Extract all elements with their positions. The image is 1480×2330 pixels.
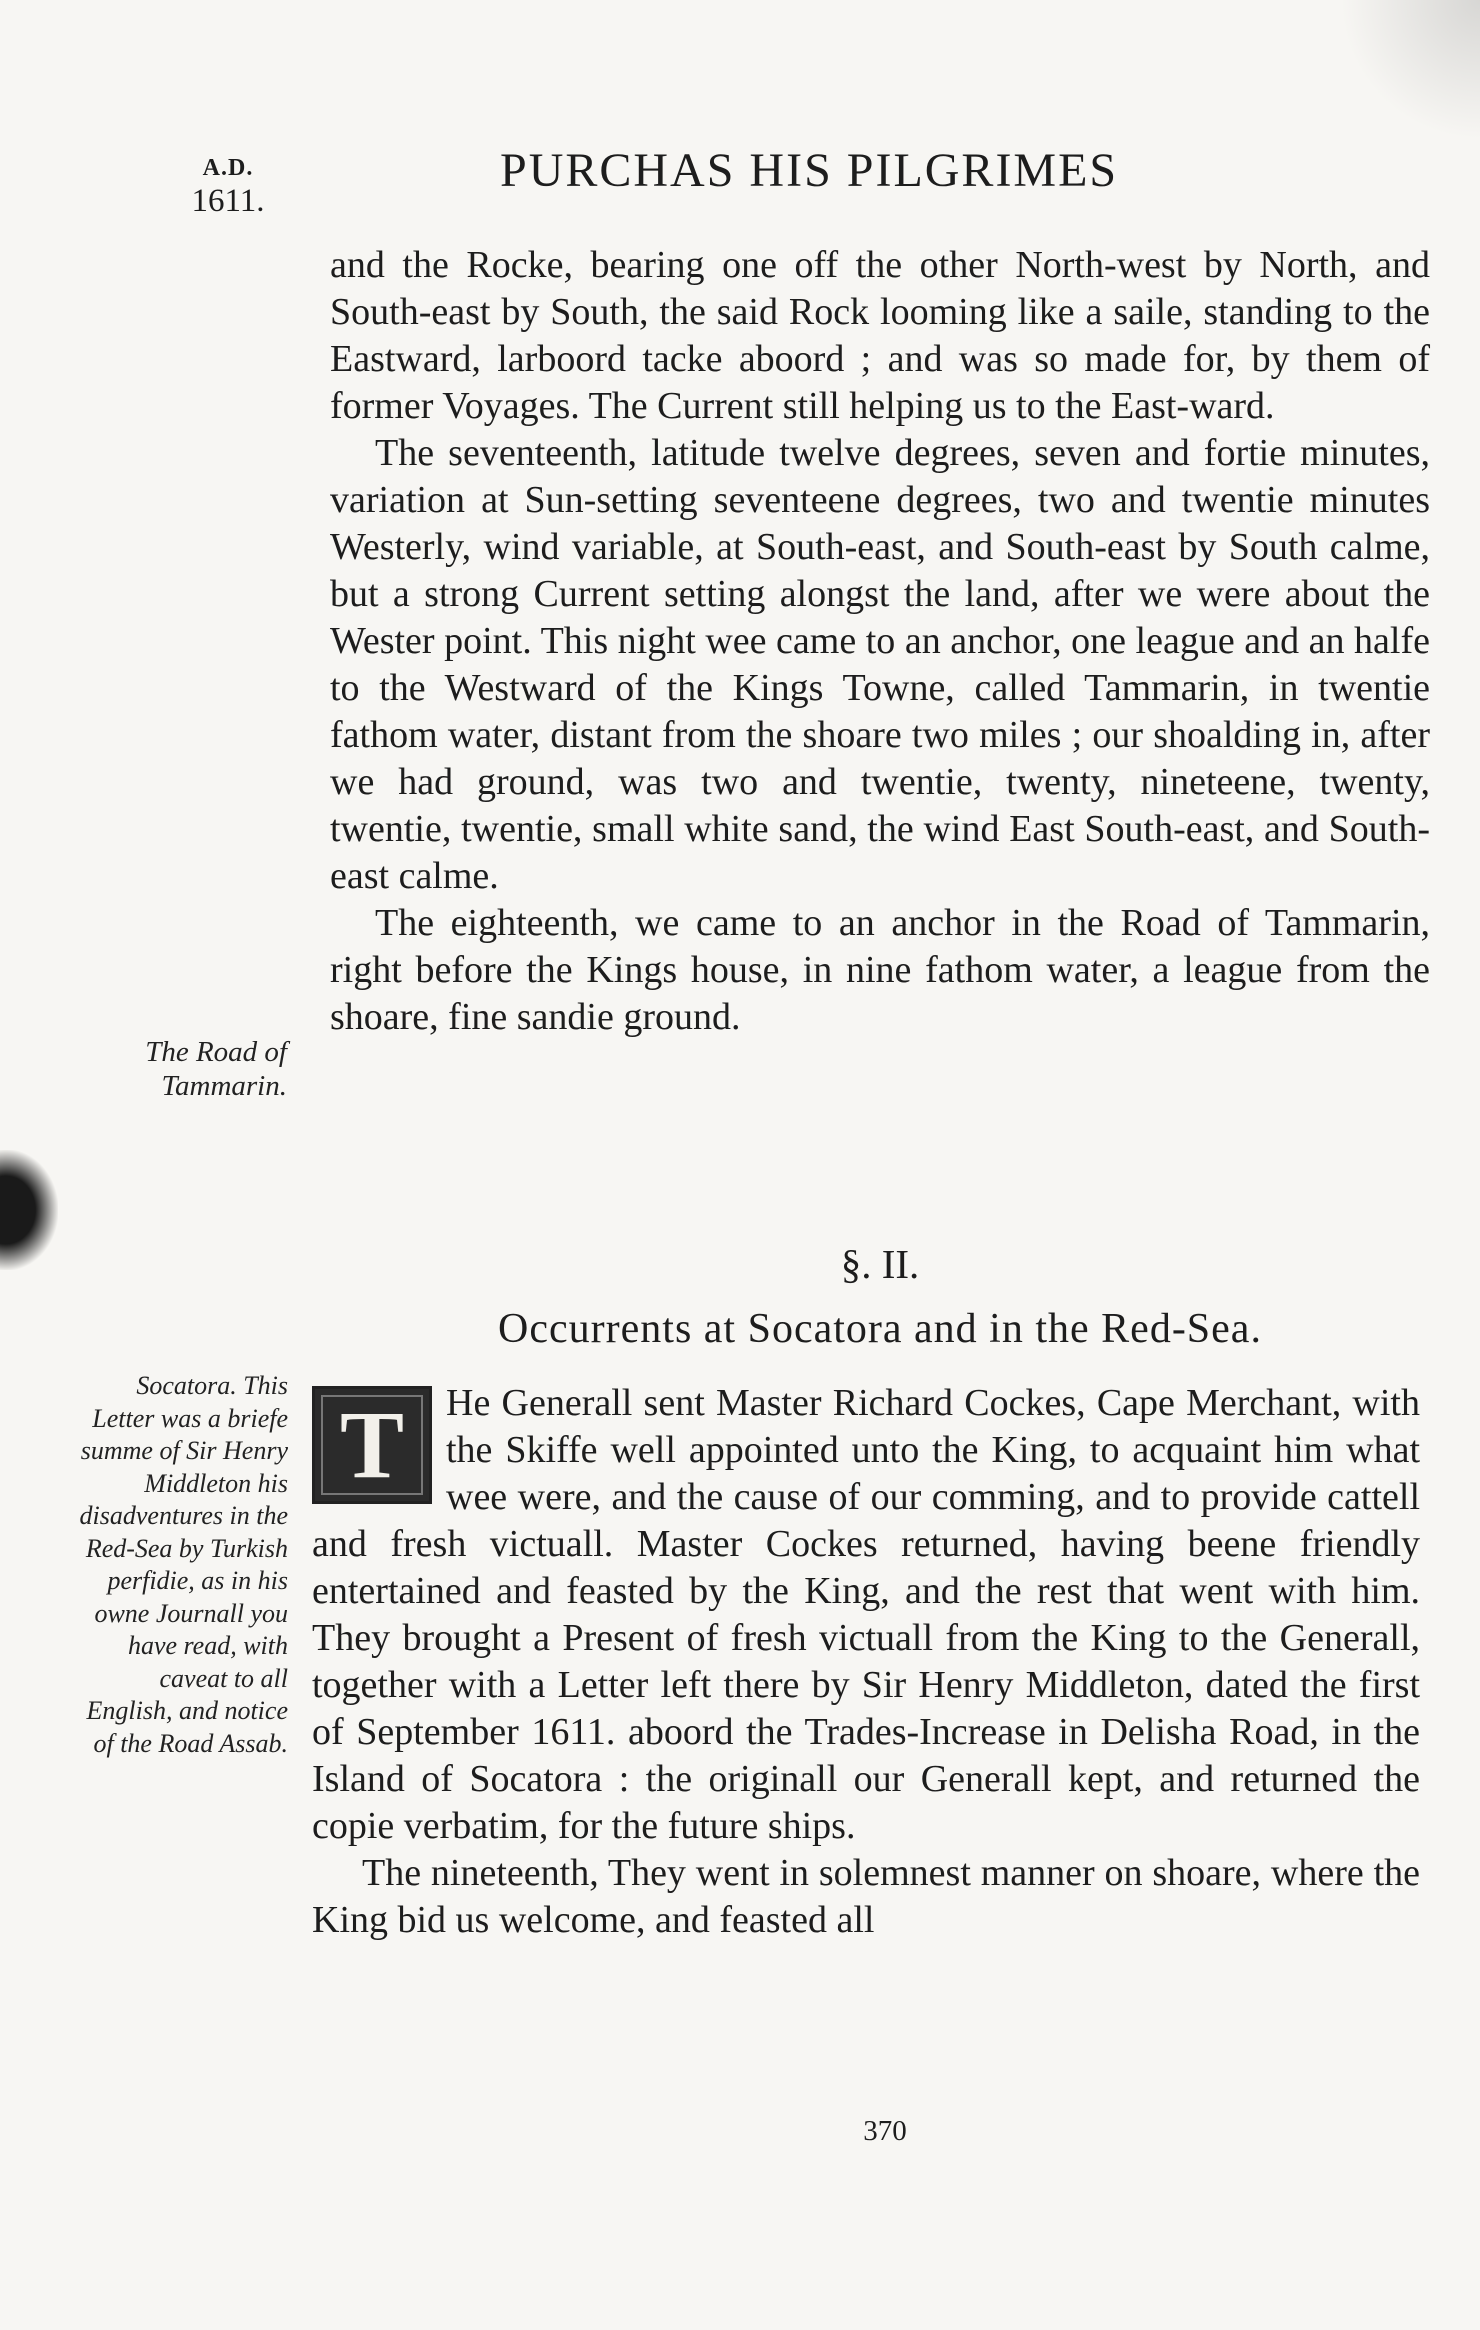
margin-note-road: The Road of Tammarin. bbox=[145, 1036, 287, 1102]
running-title: PURCHAS HIS PILGRIMES bbox=[500, 144, 1119, 197]
paragraph: The eighteenth, we came to an anchor in the Road of Tammarin, right before the Kings house, in nine fathom water, a league from the shoare, fine sandie ground. bbox=[330, 902, 1430, 1038]
year-label: 1611. bbox=[191, 182, 265, 219]
section-mark: §. II. bbox=[840, 1241, 920, 1287]
page-number: 370 bbox=[863, 2115, 907, 2147]
drop-cap-letter: T bbox=[339, 1391, 405, 1498]
ad-label: A.D. bbox=[202, 155, 254, 181]
thumb-mark bbox=[0, 1150, 58, 1270]
page-edge-shadow bbox=[1340, 0, 1480, 140]
main-text-top bbox=[330, 242, 1430, 1041]
section-title: Occurrents at Socatora and in the Red-Sea. bbox=[498, 1306, 1262, 1352]
main-text-bottom bbox=[312, 1380, 1420, 1944]
date-heading bbox=[168, 155, 288, 221]
margin-note-socatora: Socatora. This Letter was a briefe summe of Sir Henry Middleton his disadventures in the Red-Sea by Turkish perfidie, as in his owne Journall you have read, with caveat to all English, and notice of the Road Assab. bbox=[79, 1371, 288, 1758]
paragraph: and the Rocke, bearing one off the other North-west by North, and South-east by South, the said Rock looming like a saile, standing to the Eastward, larboord tacke aboord ; and was so made for, by them of former Voyages. The Current still helping us to the East-ward. bbox=[330, 244, 1430, 427]
paragraph: The seventeenth, latitude twelve degrees, seven and fortie minutes, variation at Sun-setting seventeene degrees, two and twentie minutes Westerly, wind variable, at South-east, and South-east by South calme, but a strong Current setting alongst the land, after we were about the Wester point. This night wee came to an anchor, one league and an halfe to the Westward of the Kings Towne, called Tammarin, in twentie fathom water, distant from the shoare two miles ; our shoalding in, after we had ground, was two and twentie, twenty, nineteene, twenty, twentie, twentie, small white sand, the wind East South-east, and South-east calme. bbox=[330, 432, 1430, 897]
paragraph: He Generall sent Master Richard Cockes, Cape Merchant, with the Skiffe well appointed unto the King, to acquaint him what wee were, and the cause of our comming, and to provide cattell and fresh victuall. Master Cockes returned, having beene friendly entertained and feasted by the King, and the rest that went with him. They brought a Present of fresh victuall from the King to the Generall, together with a Letter left there by Sir Henry Middleton, dated the first of September 1611. aboord the Trades-Increase in Delisha Road, in the Island of Socatora : the originall our Generall kept, and returned the copie verbatim, for the future ships. bbox=[312, 1382, 1420, 1847]
paragraph: The nineteenth, They went in solemnest manner on shoare, where the King bid us welcome, and feasted all bbox=[312, 1852, 1420, 1941]
drop-cap-ornament bbox=[312, 1386, 432, 1504]
